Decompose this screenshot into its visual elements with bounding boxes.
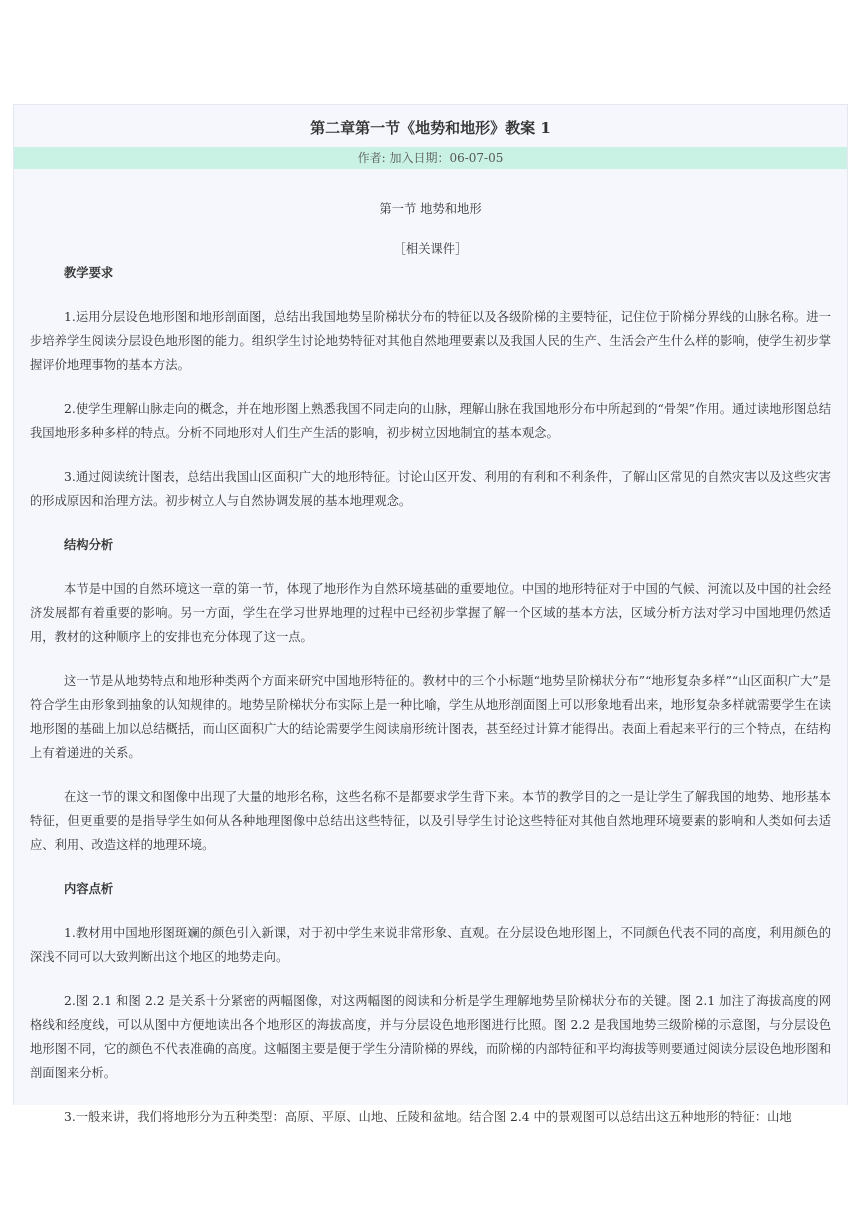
article-meta: 作者: 加入日期：06-07-05 [14, 147, 847, 169]
paragraph: 1.运用分层设色地形图和地形剖面图，总结出我国地势呈阶梯状分布的特征以及各级阶梯的主要特征，记住位于阶梯分界线的山脉名称。进一步培养学生阅读分层设色地形图的能力。组织学生讨论地势特征对其他自然地理要素以及我国人民的生产、生活会产生什么样的影响，使学生初步掌握评价地理事物的基本方法。 [30, 310, 831, 372]
heading-content-analysis: 内容点析 [64, 881, 114, 896]
paragraph: 3.通过阅读统计图表，总结出我国山区面积广大的地形特征。讨论山区开发、利用的有利和不利条件，了解山区常见的自然灾害以及这些灾害的形成原因和治理方法。初步树立人与自然协调发展的基本地理观念。 [30, 470, 831, 508]
article-body [14, 197, 847, 1129]
article-title: 第二章第一节《地势和地形》教案 1 [310, 119, 551, 137]
article-panel [13, 104, 848, 1124]
heading-teaching-requirements: 教学要求 [64, 265, 114, 280]
paragraph: 2.图 2.1 和图 2.2 是关系十分紧密的两幅图像，对这两幅图的阅读和分析是学生理解地势呈阶梯状分布的关键。图 2.1 加注了海拔高度的网格线和经度线，可以从图中方便地读出各个地形区的海拔高度，并与分层设色地形图进行比照。图 2.2 是我国地势三级阶梯的示意图，与分层设色地形图不同，它的颜色不代表准确的高度。这幅图主要是便于学生分清阶梯的界线，而阶梯的内部特征和平均海拔等则要通过阅读分层设色地形图和剖面图来分析。 [30, 994, 831, 1080]
related-courseware-link[interactable]: ［相关课件］ [393, 242, 468, 256]
paragraph: 3.一般来讲，我们将地形分为五种类型：高原、平原、山地、丘陵和盆地。结合图 2.4 中的景观图可以总结出这五种地形的特征：山地 [64, 1110, 792, 1124]
paragraph: 在这一节的课文和图像中出现了大量的地形名称，这些名称不是都要求学生背下来。本节的教学目的之一是让学生了解我国的地势、地形基本特征，但更重要的是指导学生如何从各种地理图像中总结出这些特征，以及引导学生讨论这些特征对其他自然地理环境要素的影响和人类如何去适应、利用、改造这样的地理环境。 [30, 790, 831, 852]
paragraph: 2.使学生理解山脉走向的概念，并在地形图上熟悉我国不同走向的山脉，理解山脉在我国地形分布中所起到的“骨架”作用。通过读地形图总结我国地形多种多样的特点。分析不同地形对人们生产生活的影响，初步树立因地制宜的基本观念。 [30, 402, 831, 440]
section-title: 第一节 地势和地形 [379, 202, 482, 216]
paragraph: 1.教材用中国地形图斑斓的颜色引入新课，对于初中学生来说非常形象、直观。在分层设色地形图上，不同颜色代表不同的高度，利用颜色的深浅不同可以大致判断出这个地区的地势走向。 [30, 926, 831, 964]
paragraph: 本节是中国的自然环境这一章的第一节，体现了地形作为自然环境基础的重要地位。中国的地形特征对于中国的气候、河流以及中国的社会经济发展都有着重要的影响。另一方面，学生在学习世界地理的过程中已经初步掌握了解一个区域的基本方法，区域分析方法对学习中国地理仍然适用，教材的这种顺序上的安排也充分体现了这一点。 [30, 582, 831, 644]
heading-structure-analysis: 结构分析 [64, 537, 114, 552]
paragraph: 这一节是从地势特点和地形种类两个方面来研究中国地形特征的。教材中的三个小标题“地势呈阶梯状分布”“地形复杂多样”“山区面积广大”是符合学生由形象到抽象的认知规律的。地势呈阶梯状分布实际上是一种比喻，学生从地形剖面图上可以形象地看出来，地形复杂多样就需要学生在读地形图的基础上加以总结概括，而山区面积广大的结论需要学生阅读扇形统计图表，甚至经过计算才能得出。表面上看起来平行的三个特点，在结构上有着递进的关系。 [30, 674, 831, 760]
